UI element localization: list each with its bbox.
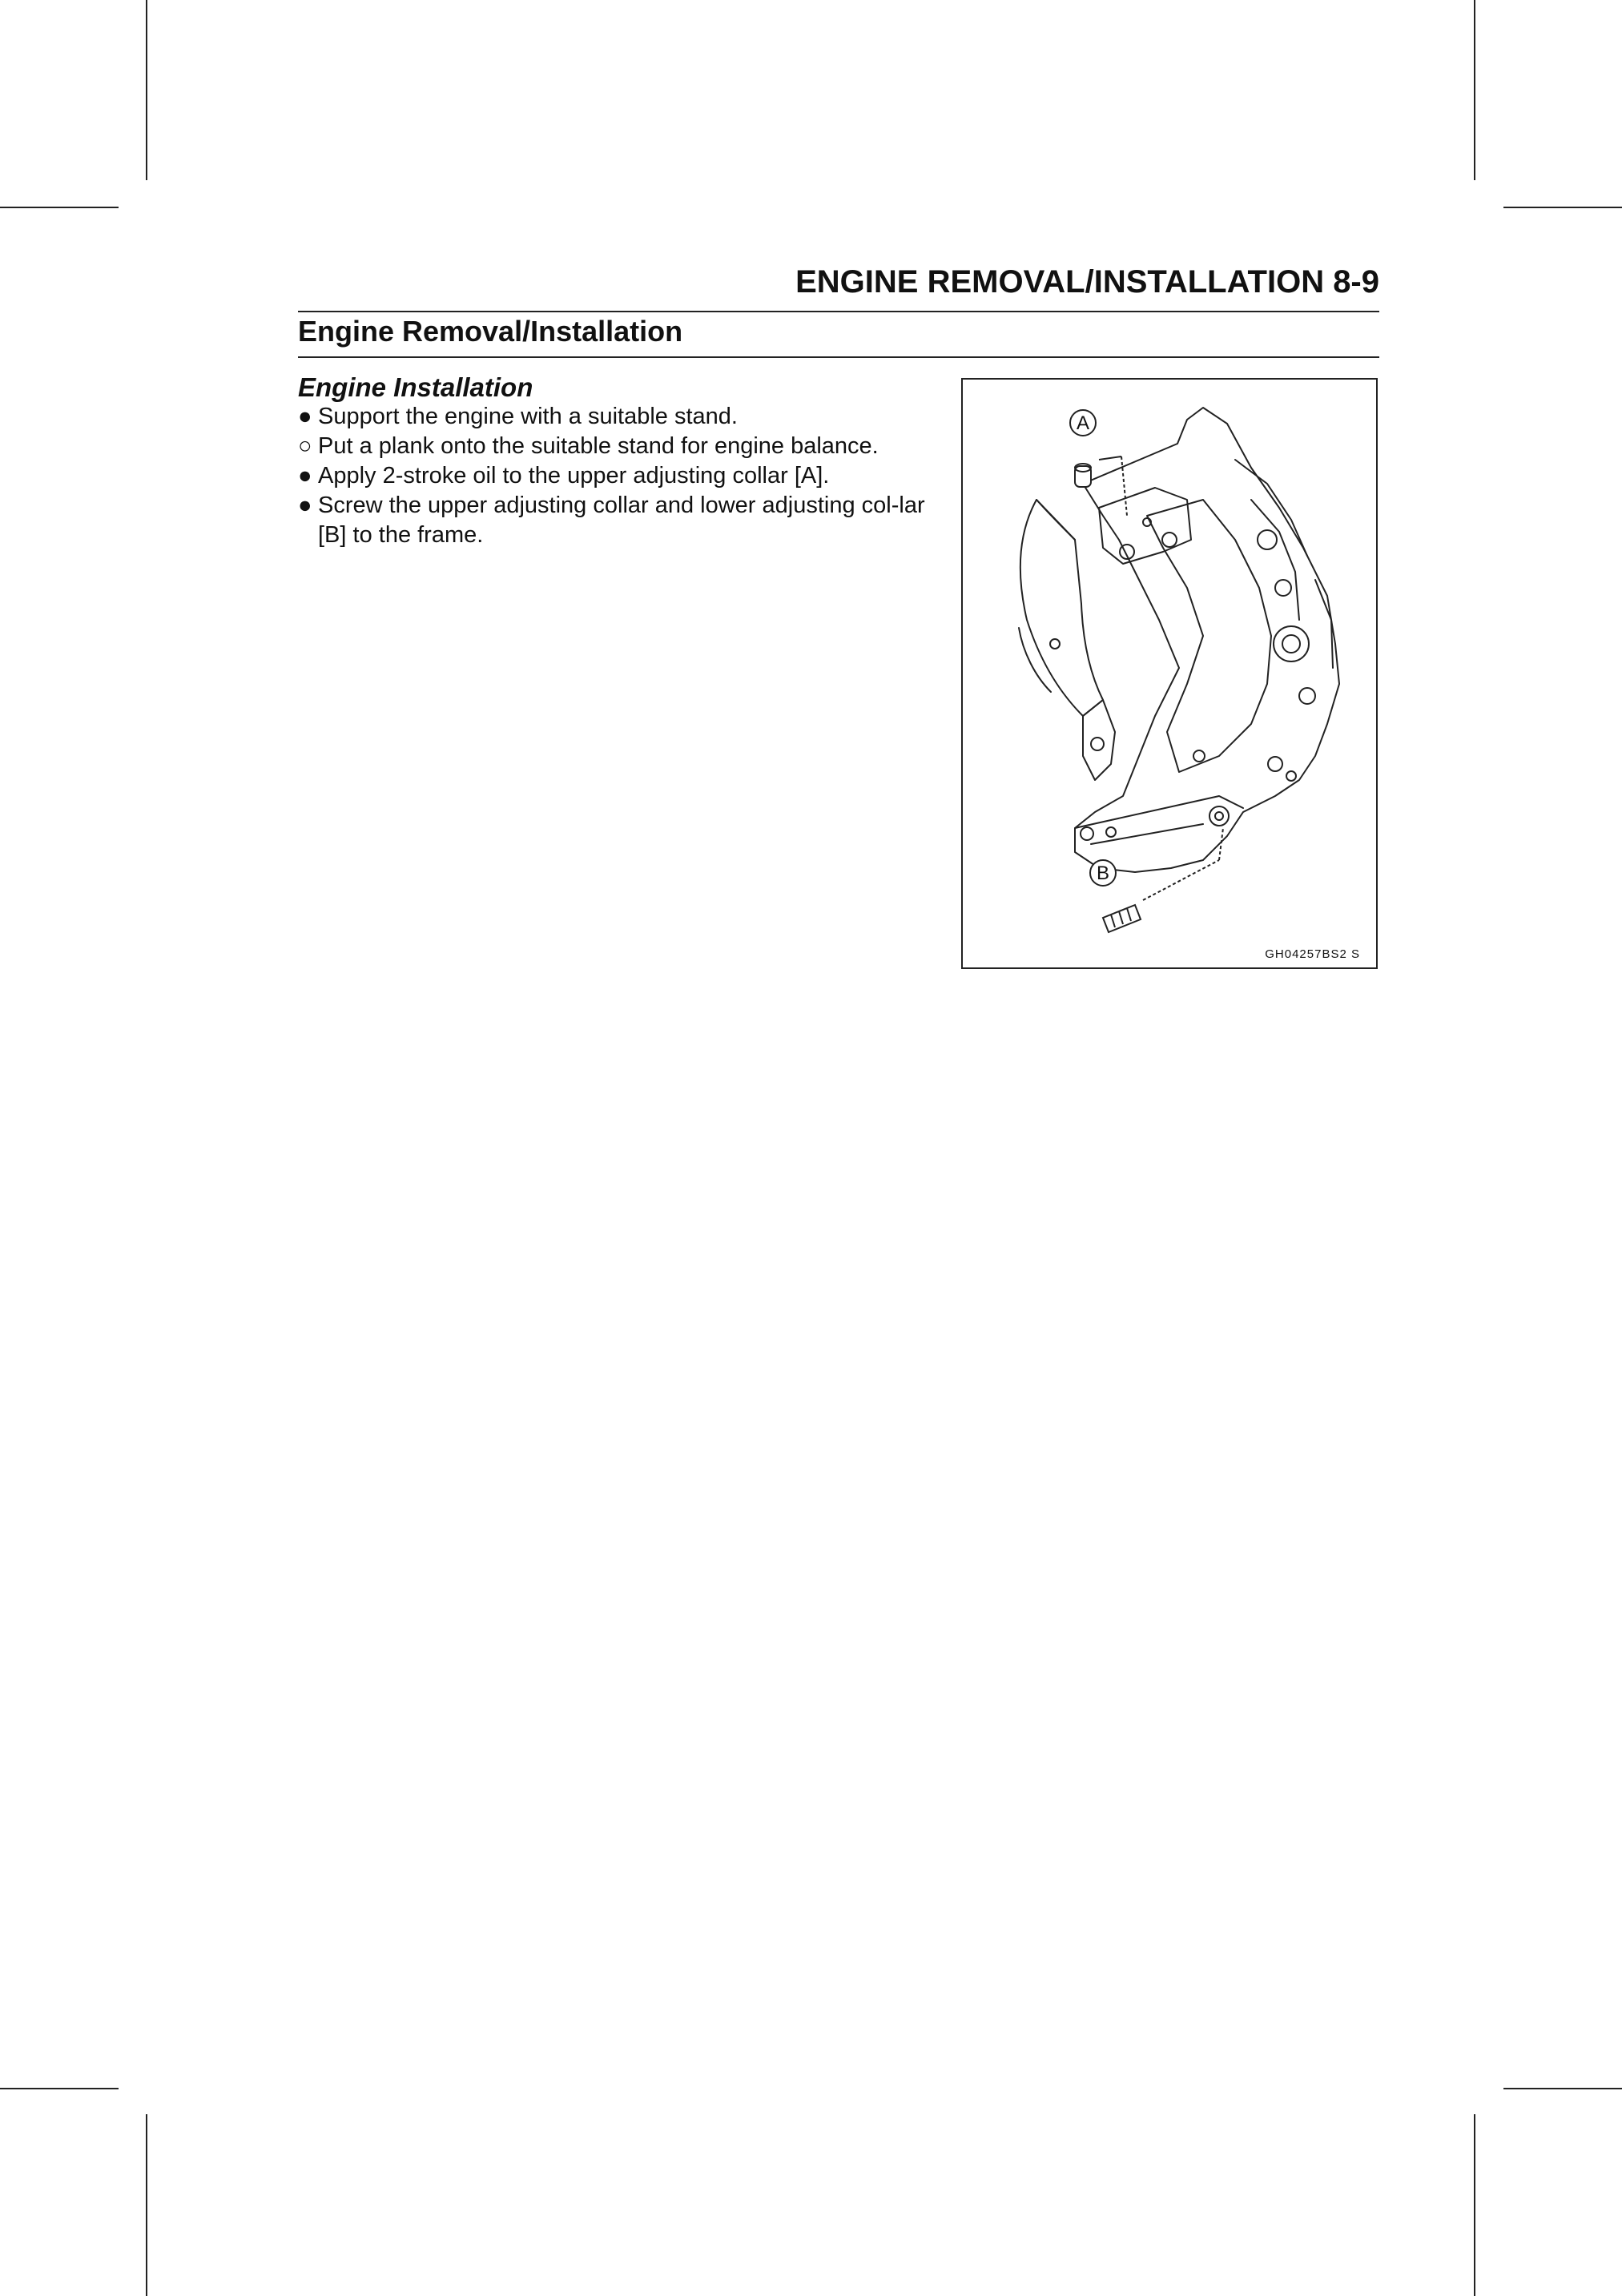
step-item <box>298 491 939 550</box>
figure-id: GH04257BS2 S <box>1265 947 1360 961</box>
sub-bullet-marker: ○ <box>298 433 312 459</box>
engine-frame-figure <box>961 378 1378 969</box>
crop-mark-top-right-horizontal <box>1503 207 1622 208</box>
bullet-marker: ● <box>298 404 312 429</box>
step-text: Put a plank onto the suitable stand for engine balance. <box>318 433 879 459</box>
crop-mark-bottom-right-vertical <box>1474 2114 1475 2296</box>
step-item <box>298 432 939 461</box>
step-item <box>298 402 939 432</box>
callout-b <box>1090 860 1116 886</box>
crop-mark-bottom-left-vertical <box>146 2114 147 2296</box>
step-text: Apply 2-stroke oil to the upper adjusting collar [A]. <box>318 463 830 489</box>
crop-mark-bottom-right-horizontal <box>1503 2088 1622 2089</box>
subsection-title: Engine Installation <box>298 372 533 402</box>
procedure-steps <box>298 402 939 550</box>
step-item <box>298 461 939 491</box>
section-title: Engine Removal/Installation <box>298 315 683 348</box>
crop-mark-top-left-vertical <box>146 0 147 180</box>
step-text: Support the engine with a suitable stand. <box>318 404 738 429</box>
crop-mark-bottom-left-horizontal <box>0 2088 119 2089</box>
running-header: ENGINE REMOVAL/INSTALLATION 8-9 <box>795 264 1379 300</box>
bullet-marker: ● <box>298 463 312 489</box>
crop-mark-top-left-horizontal <box>0 207 119 208</box>
engine-frame-illustration <box>963 380 1376 967</box>
callout-a-label: A <box>1076 412 1090 434</box>
lower-adjusting-collar <box>1103 828 1223 932</box>
bullet-marker: ● <box>298 493 312 518</box>
step-text: Screw the upper adjusting collar and lower adjusting col-lar [B] to the frame. <box>318 493 925 548</box>
frame-left-panel-outline <box>1020 500 1103 716</box>
header-rule <box>298 311 1379 312</box>
section-rule <box>298 356 1379 358</box>
callout-b-label: B <box>1096 863 1110 884</box>
crop-mark-top-right-vertical <box>1474 0 1475 180</box>
callout-a <box>1070 410 1096 436</box>
